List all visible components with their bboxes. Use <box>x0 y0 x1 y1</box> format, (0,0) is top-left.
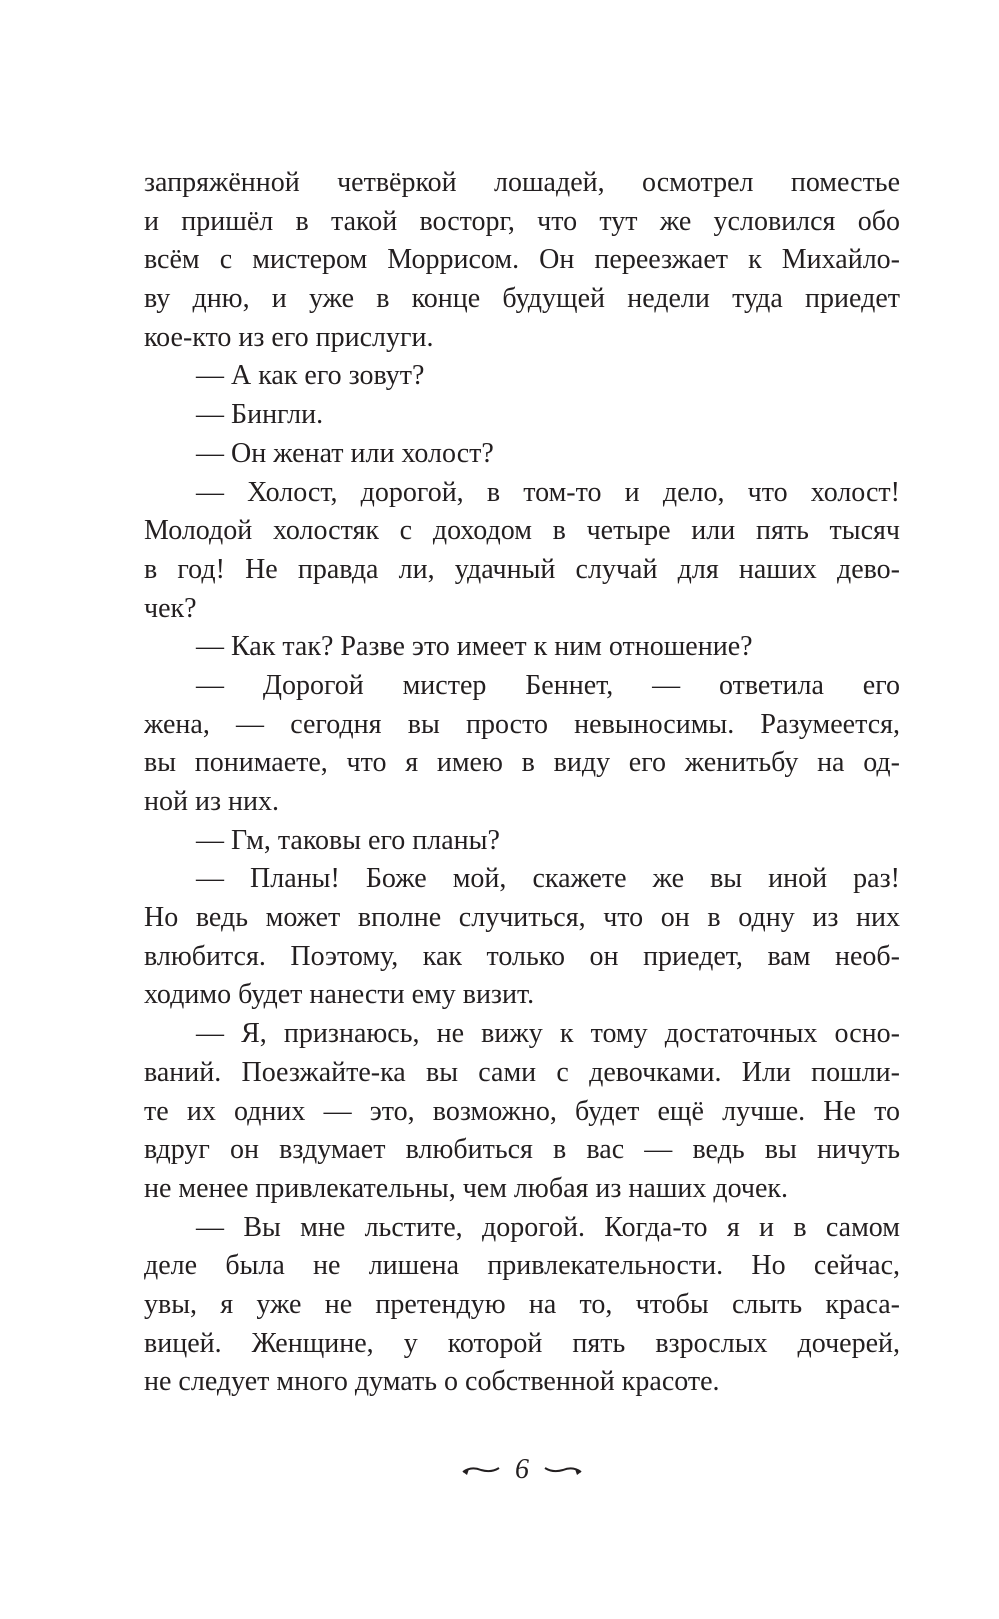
left-swash-ornament-icon <box>461 1460 501 1480</box>
text-line: вдруг он вздумает влюбиться в вас — ведь вы ничуть <box>144 1134 900 1166</box>
right-swash-ornament-icon <box>543 1460 583 1480</box>
text-line: — А как его зовут? <box>196 360 425 392</box>
text-line: вы понимаете, что я имею в виду его женитьбу на од- <box>144 747 900 779</box>
text-line: в год! Не правда ли, удачный случай для наших дево- <box>144 553 900 585</box>
text-line: ву дню, и уже в конце будущей недели туда приедет <box>144 283 900 315</box>
text-line: те их одних — это, возможно, будет ещё лучше. Не то <box>144 1095 900 1127</box>
text-line: — Бингли. <box>196 399 324 431</box>
text-line: Но ведь может вполне случиться, что он в одну из них <box>144 902 900 934</box>
body-text <box>144 164 900 1402</box>
text-line: жена, — сегодня вы просто невыносимы. Разумеется, <box>144 708 900 740</box>
text-line: влюбится. Поэтому, как только он приедет, вам необ- <box>144 940 900 972</box>
text-line: увы, я уже не претендую на то, чтобы слыть краса- <box>144 1288 900 1320</box>
text-line: — Планы! Боже мой, скажете же вы иной раз! <box>196 863 900 895</box>
text-line: — Вы мне льстите, дорогой. Когда-то я и в самом <box>196 1211 900 1243</box>
text-line: кое-кто из его прислуги. <box>144 321 434 353</box>
text-line: не менее привлекательны, чем любая из наших дочек. <box>144 1172 789 1204</box>
text-line: — Холост, дорогой, в том-то и дело, что холост! <box>196 476 900 508</box>
text-line: не следует много думать о собственной красоте. <box>144 1366 720 1398</box>
text-line: чек? <box>144 592 197 624</box>
text-line: Молодой холостяк с доходом в четыре или пять тысяч <box>144 515 900 547</box>
text-line: деле была не лишена привлекательности. Но сейчас, <box>144 1250 900 1282</box>
text-line: — Дорогой мистер Беннет, — ответила его <box>196 669 900 701</box>
text-line: ходимо будет нанести ему визит. <box>144 979 535 1011</box>
page-number: 6 <box>515 1454 529 1485</box>
text-line: — Я, признаюсь, не вижу к тому достаточных осно- <box>196 1018 900 1050</box>
text-line: — Как так? Разве это имеет к ним отношение? <box>196 631 753 663</box>
text-line: — Гм, таковы его планы? <box>196 824 500 856</box>
text-line: — Он женат или холост? <box>196 437 494 469</box>
text-line: вицей. Женщине, у которой пять взрослых дочерей, <box>144 1327 900 1359</box>
text-line: запряжённой четвёркой лошадей, осмотрел поместье <box>144 167 900 198</box>
text-line: всём с мистером Моррисом. Он переезжает к Михайло- <box>144 244 900 276</box>
page-footer <box>422 1452 622 1488</box>
text-line: и пришёл в такой восторг, что тут же условился обо <box>144 205 900 237</box>
text-line: ваний. Поезжайте-ка вы сами с девочками. Или пошли- <box>144 1056 900 1088</box>
text-line: ной из них. <box>144 786 279 817</box>
